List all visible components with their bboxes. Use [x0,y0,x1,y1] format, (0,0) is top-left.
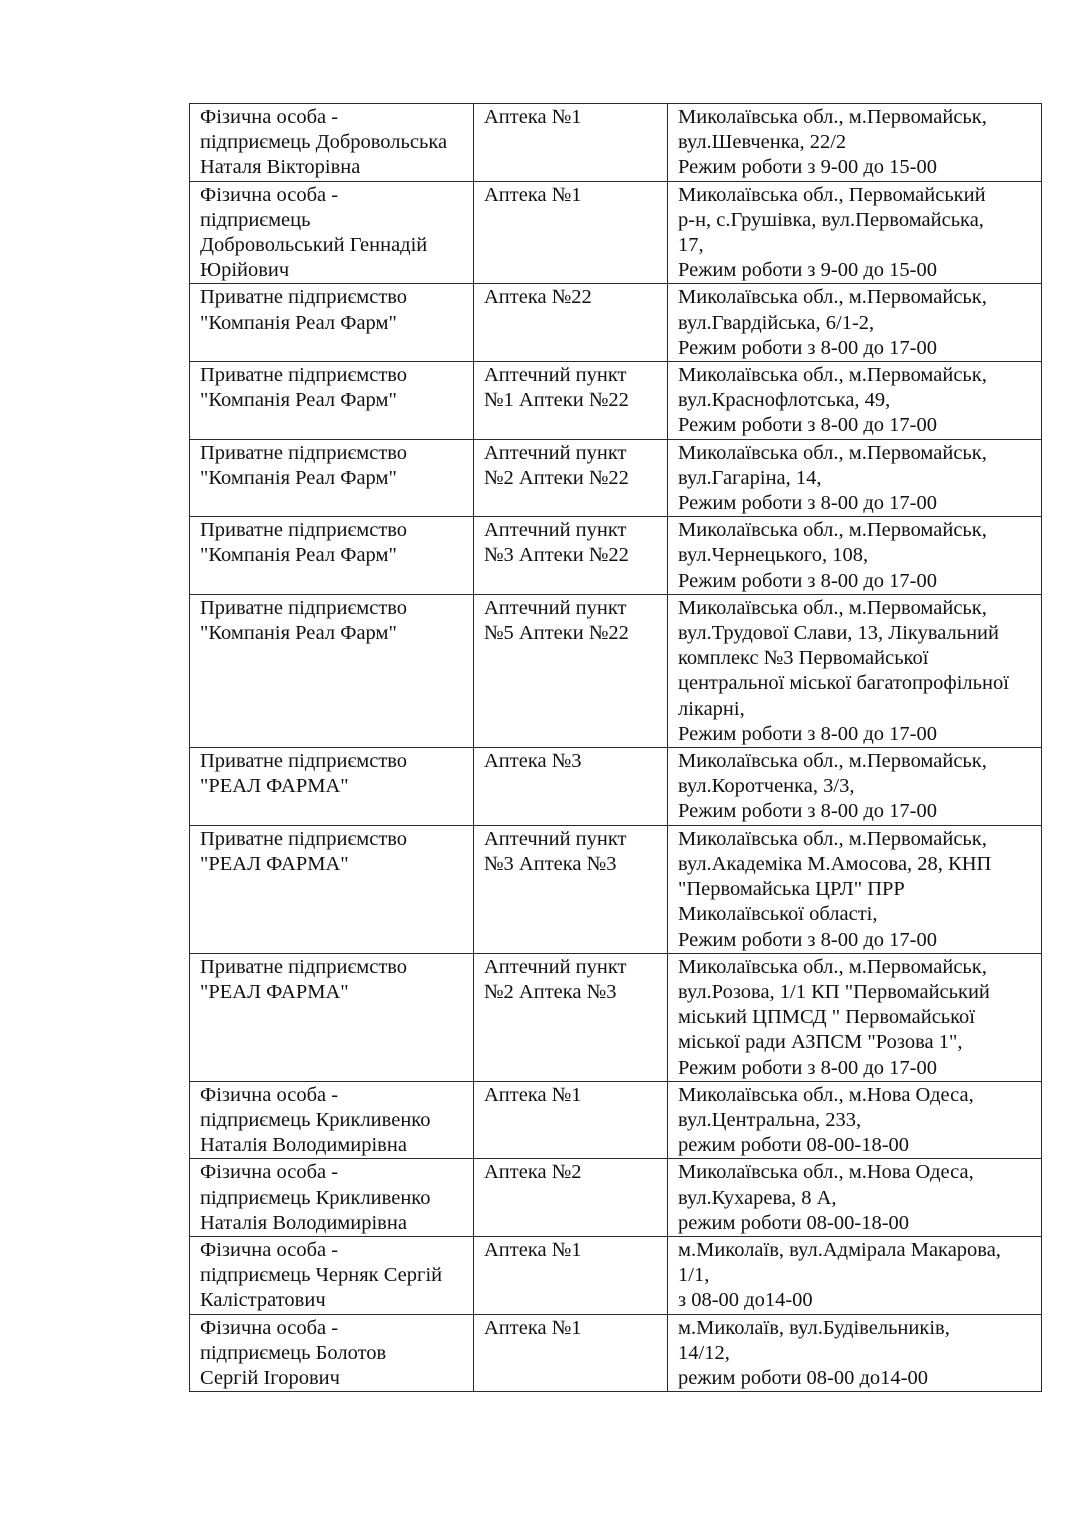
address-cell [668,104,1042,182]
address-line: 17, [678,234,704,257]
address-line: вул.Гвардійська, 6/1-2, [678,311,875,334]
pharmacy-line: Аптека №22 [484,286,592,309]
owner-line: Фізична особа - [200,1083,339,1106]
owner-cell [190,1159,474,1237]
owner-line: Приватне підприємство [200,441,408,464]
table-row [190,1081,1042,1159]
owner-line: Наталія Володимирівна [200,1134,407,1157]
owner-cell [190,181,474,284]
address-line: вул.Чернецького, 108, [678,544,869,567]
address-line: Миколаївська обл., м.Первомайськ, [678,286,987,309]
table-row [190,594,1042,747]
address-line: м.Миколаїв, вул.Адмірала Макарова, [678,1238,1001,1261]
owner-cell [190,284,474,362]
address-cell [668,825,1042,953]
address-line: 14/12, [678,1341,730,1364]
address-line: Режим роботи з 8-00 до 17-00 [678,336,937,359]
owner-line: підприємець Крикливенко [200,1186,431,1209]
owner-line: Приватне підприємство [200,364,408,387]
address-line: "Первомайська ЦРЛ" ПРР [678,878,905,901]
owner-line: "РЕАЛ ФАРМА" [200,852,349,875]
owner-cell [190,1081,474,1159]
owner-line: "Компанія Реал Фарм" [200,622,397,645]
owner-line: Приватне підприємство [200,750,408,773]
address-line: Миколаївська обл., м.Нова Одеса, [678,1083,974,1106]
address-line: центральної міської багатопрофільної [678,672,1009,695]
owner-cell [190,594,474,747]
address-line: Миколаївська обл., м.Нова Одеса, [678,1161,974,1184]
pharmacy-cell [474,284,668,362]
owner-line: Приватне підприємство [200,827,408,850]
table-row [190,284,1042,362]
table-row [190,1314,1042,1392]
address-line: комплекс №3 Первомайської [678,647,929,670]
pharmacy-line: Аптека №1 [484,1083,582,1106]
owner-line: Сергій Ігорович [200,1366,340,1389]
pharmacy-cell [474,181,668,284]
owner-line: "Компанія Реал Фарм" [200,544,397,567]
pharmacy-line: Аптека №1 [484,1238,582,1261]
owner-line: Фізична особа - [200,183,339,206]
address-cell [668,1236,1042,1314]
address-cell [668,439,1042,517]
pharmacy-cell [474,1236,668,1314]
owner-cell [190,104,474,182]
owner-line: "Компанія Реал Фарм" [200,311,397,334]
owner-cell [190,953,474,1081]
address-cell [668,284,1042,362]
address-line: режим роботи 08-00 до14-00 [678,1366,929,1389]
pharmacy-cell [474,1159,668,1237]
address-line: Миколаївська обл., Первомайський [678,183,986,206]
address-line: з 08-00 до14-00 [678,1289,813,1312]
address-line: вул.Центральна, 233, [678,1108,862,1131]
pharmacy-line: Аптека №1 [484,183,582,206]
pharmacy-cell [474,439,668,517]
pharmacy-line: №3 Аптеки №22 [484,544,629,567]
address-line: міської ради АЗПСМ "Розова 1", [678,1031,963,1054]
owner-line: підприємець Болотов [200,1341,387,1364]
address-line: вул.Кухарева, 8 А, [678,1186,837,1209]
table-row [190,439,1042,517]
owner-line: Фізична особа - [200,1161,339,1184]
address-cell [668,517,1042,595]
pharmacy-cell [474,1314,668,1392]
address-line: Режим роботи з 8-00 до 17-00 [678,928,937,951]
pharmacy-cell [474,825,668,953]
owner-line: "РЕАЛ ФАРМА" [200,980,349,1003]
owner-cell [190,1236,474,1314]
table-row [190,517,1042,595]
address-line: Режим роботи з 9-00 до 15-00 [678,259,937,282]
address-cell [668,953,1042,1081]
pharmacy-line: Аптечний пункт [484,364,627,387]
owner-line: Приватне підприємство [200,286,408,309]
address-line: Миколаївська обл., м.Первомайськ, [678,596,987,619]
owner-cell [190,362,474,440]
pharmacy-table [189,103,1042,1392]
address-line: Миколаївської області, [678,903,878,926]
owner-line: підприємець [200,208,311,231]
address-line: Режим роботи з 9-00 до 15-00 [678,156,937,179]
owner-line: "Компанія Реал Фарм" [200,389,397,412]
address-line: Режим роботи з 8-00 до 17-00 [678,722,937,745]
owner-line: Приватне підприємство [200,519,408,542]
address-line: Миколаївська обл., м.Первомайськ, [678,441,987,464]
pharmacy-line: Аптечний пункт [484,827,627,850]
pharmacy-line: №5 Аптеки №22 [484,622,629,645]
owner-line: підприємець Добровольська [200,131,448,154]
table-row [190,1236,1042,1314]
owner-line: Наталія Володимирівна [200,1211,407,1234]
address-line: вул.Шевченка, 22/2 [678,131,847,154]
table-row [190,104,1042,182]
address-line: Миколаївська обл., м.Первомайськ, [678,827,987,850]
owner-line: "РЕАЛ ФАРМА" [200,775,349,798]
owner-cell [190,825,474,953]
address-cell [668,1081,1042,1159]
address-line: Миколаївська обл., м.Первомайськ, [678,750,987,773]
owner-line: Фізична особа - [200,1316,339,1339]
owner-line: Фізична особа - [200,1238,339,1261]
address-line: Миколаївська обл., м.Первомайськ, [678,955,987,978]
owner-line: "Компанія Реал Фарм" [200,466,397,489]
table-row [190,953,1042,1081]
owner-line: Приватне підприємство [200,955,408,978]
table-row [190,362,1042,440]
address-line: Режим роботи з 8-00 до 17-00 [678,800,937,823]
address-cell [668,181,1042,284]
address-line: Режим роботи з 8-00 до 17-00 [678,1056,937,1079]
owner-line: підприємець Черняк Сергій [200,1264,443,1287]
pharmacy-line: Аптека №2 [484,1161,582,1184]
address-line: режим роботи 08-00-18-00 [678,1134,910,1157]
address-cell [668,1159,1042,1237]
table-row [190,1159,1042,1237]
owner-line: Каліcтратович [200,1289,326,1312]
address-line: Миколаївська обл., м.Первомайськ, [678,519,987,542]
table-body [190,104,1042,1392]
pharmacy-cell [474,1081,668,1159]
owner-line: Юрійович [200,259,290,282]
pharmacy-cell [474,517,668,595]
pharmacy-line: Аптека №1 [484,106,582,128]
address-line: вул.Розова, 1/1 КП "Первомайський [678,980,990,1003]
address-line: Режим роботи з 8-00 до 17-00 [678,569,937,592]
pharmacy-cell [474,362,668,440]
address-line: лікарні, [678,697,745,720]
pharmacy-line: №1 Аптеки №22 [484,389,629,412]
pharmacy-line: Аптека №3 [484,750,582,773]
pharmacy-cell [474,748,668,826]
address-line: вул.Коротченка, 3/3, [678,775,855,798]
owner-cell [190,439,474,517]
address-line: вул.Краснофлотська, 49, [678,389,891,412]
address-cell [668,748,1042,826]
table-row [190,181,1042,284]
address-cell [668,1314,1042,1392]
address-cell [668,362,1042,440]
owner-line: Наталя Вікторівна [200,156,361,179]
address-line: вул.Трудової Слави, 13, Лікувальний [678,622,1000,645]
owner-cell [190,517,474,595]
owner-line: Приватне підприємство [200,596,408,619]
owner-line: підприємець Крикливенко [200,1108,431,1131]
pharmacy-line: №2 Аптеки №22 [484,466,629,489]
address-cell [668,594,1042,747]
address-line: Режим роботи з 8-00 до 17-00 [678,414,937,437]
address-line: міський ЦПМСД " Первомайської [678,1006,975,1029]
owner-cell [190,748,474,826]
address-line: м.Миколаїв, вул.Будівельників, [678,1316,950,1339]
pharmacy-line: №3 Аптека №3 [484,852,617,875]
owner-line: Фізична особа - [200,106,339,128]
pharmacy-line: Аптечний пункт [484,955,627,978]
pharmacy-cell [474,953,668,1081]
address-line: режим роботи 08-00-18-00 [678,1211,910,1234]
table-row [190,825,1042,953]
pharmacy-line: Аптека №1 [484,1316,582,1339]
pharmacy-cell [474,594,668,747]
table-row [190,748,1042,826]
address-line: вул.Академіка М.Амосова, 28, КНП [678,852,992,875]
owner-cell [190,1314,474,1392]
pharmacy-line: Аптечний пункт [484,596,627,619]
address-line: р-н, с.Грушівка, вул.Первомайська, [678,208,984,231]
address-line: Миколаївська обл., м.Первомайськ, [678,106,987,128]
pharmacy-cell [474,104,668,182]
address-line: 1/1, [678,1264,710,1287]
pharmacy-line: Аптечний пункт [484,519,627,542]
pharmacy-line: №2 Аптека №3 [484,980,617,1003]
address-line: Режим роботи з 8-00 до 17-00 [678,492,937,515]
owner-line: Добровольський Геннадій [200,234,428,257]
address-line: вул.Гагаріна, 14, [678,466,822,489]
address-line: Миколаївська обл., м.Первомайськ, [678,364,987,387]
pharmacy-line: Аптечний пункт [484,441,627,464]
